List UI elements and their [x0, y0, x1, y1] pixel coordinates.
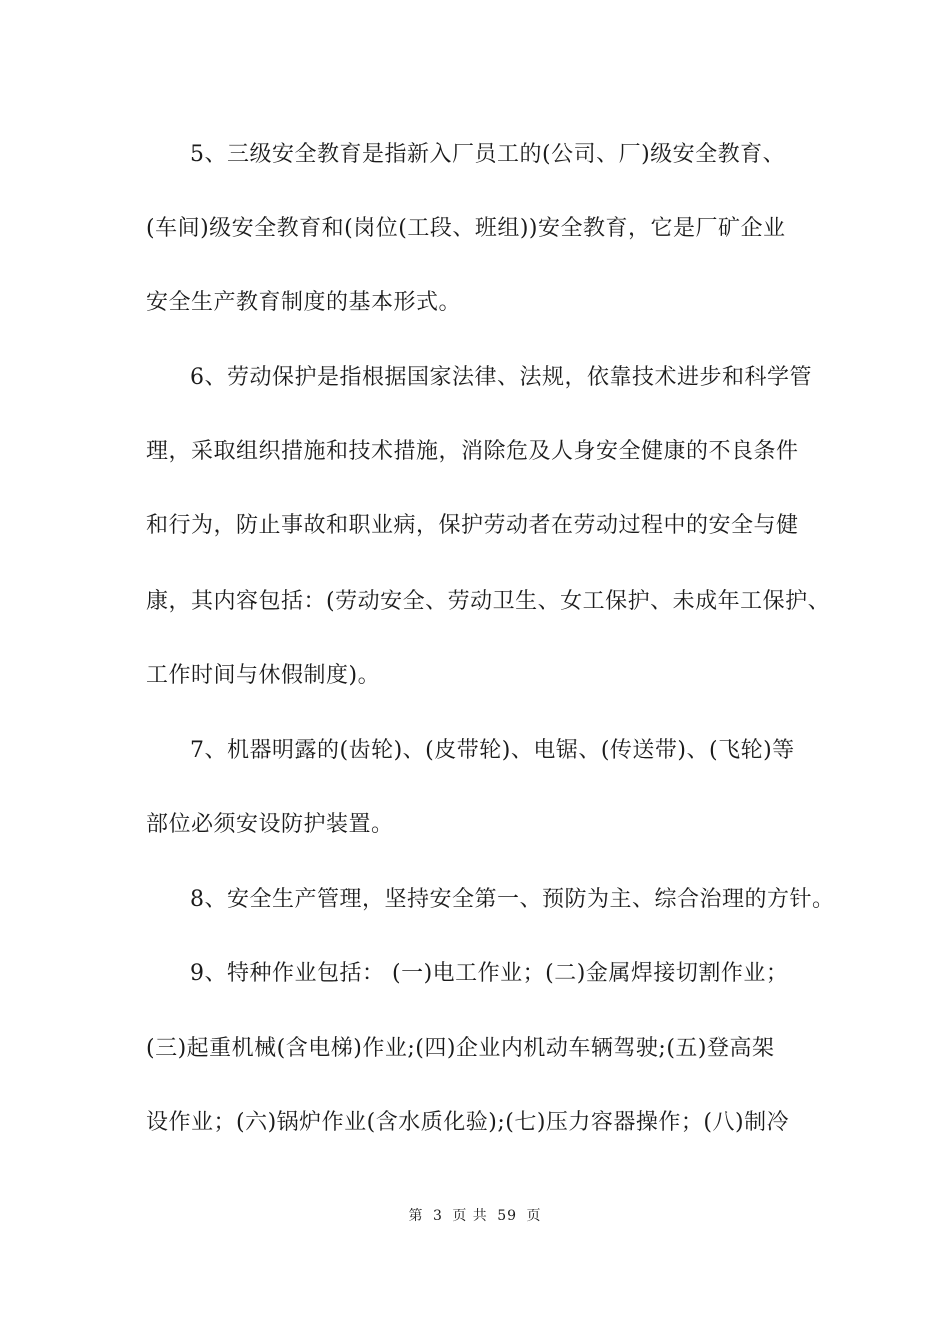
- text-line-12: 9、特种作业包括： (一)电工作业；(二)金属焊接切割作业；: [190, 961, 789, 986]
- text-line-10: 部位必须安设防护装置。: [146, 812, 394, 837]
- text-line-11: 8、安全生产管理，坚持安全第一、预防为主、综合治理的方针。: [190, 887, 835, 912]
- footer-total-pages: 59: [497, 1208, 518, 1224]
- footer-current-page: 3: [432, 1208, 443, 1224]
- text-line-13: (三)起重机械(含电梯)作业;(四)企业内机动车辆驾驶;(五)登高架: [146, 1036, 775, 1061]
- footer-prefix: 第: [408, 1208, 424, 1224]
- text-line-14: 设作业；(六)锅炉作业(含水质化验);(七)压力容器操作；(八)制冷: [146, 1110, 790, 1135]
- text-line-2: (车间)级安全教育和(岗位(工段、班组))安全教育，它是厂矿企业: [146, 216, 786, 241]
- footer-middle: 页 共: [452, 1208, 488, 1224]
- text-line-4: 6、劳动保护是指根据国家法律、法规，依靠技术进步和科学管: [190, 365, 812, 390]
- text-line-8: 工作时间与休假制度)。: [146, 663, 381, 688]
- text-line-3: 安全生产教育制度的基本形式。: [146, 290, 462, 315]
- text-line-5: 理，采取组织措施和技术措施，消除危及人身安全健康的不良条件: [146, 439, 799, 464]
- text-line-7: 康，其内容包括：(劳动安全、劳动卫生、女工保护、未成年工保护、: [146, 589, 831, 614]
- page-footer: [0, 1206, 950, 1226]
- text-line-1: 5、三级安全教育是指新入厂员工的(公司、厂)级安全教育、: [190, 142, 786, 167]
- text-line-9: 7、机器明露的(齿轮)、(皮带轮)、电锯、(传送带)、(飞轮)等: [190, 738, 795, 763]
- text-line-6: 和行为，防止事故和职业病，保护劳动者在劳动过程中的安全与健: [146, 513, 799, 538]
- footer-suffix: 页: [526, 1208, 542, 1224]
